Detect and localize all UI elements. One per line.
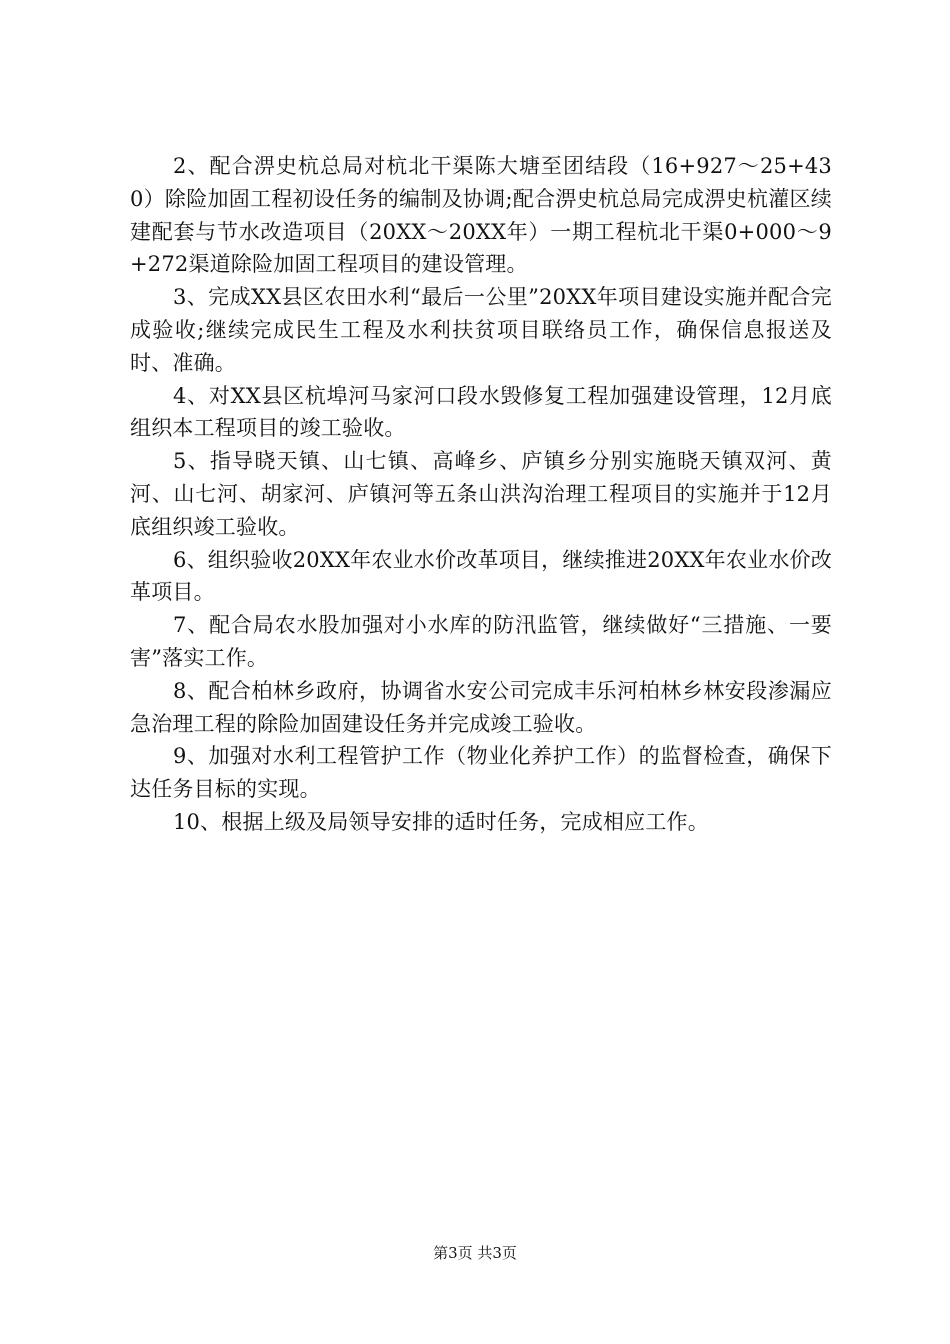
paragraph-item-10: 10、根据上级及局领导安排的适时任务，完成相应工作。 bbox=[173, 809, 709, 834]
paragraph-item-3: 3、完成XX县区农田水利“最后一公里”20XX年项目建设实施并配合完成验收;继续完成民生工程及水利扶贫项目联络员工作，确保信息报送及时、准确。 bbox=[130, 285, 832, 375]
paragraph-item-7: 7、配合局农水股加强对小水库的防汛监管，继续做好“三措施、一要害”落实工作。 bbox=[130, 613, 832, 670]
page-footer bbox=[0, 1243, 950, 1263]
page-number-label: 第3页 共3页 bbox=[433, 1244, 517, 1262]
paragraph-item-9: 9、加强对水利工程管护工作（物业化养护工作）的监督检查，确保下达任务目标的实现。 bbox=[130, 744, 832, 802]
paragraph-item-2: 2、配合淠史杭总局对杭北干渠陈大塘至团结段（16+927～25+430）除险加固工程初设任务的编制及协调;配合淠史杭总局完成淠史杭灌区续建配套与节水改造项目（20XX～20XX年）一期工程杭北干渠0+000～9+272渠道除险加固工程项目的建设管理。 bbox=[130, 154, 832, 277]
paragraph-item-8: 8、配合柏林乡政府，协调省水安公司完成丰乐河柏林乡林安段渗漏应急治理工程的除险加固建设任务并完成竣工验收。 bbox=[130, 678, 832, 736]
paragraph-item-5: 5、指导晓天镇、山七镇、高峰乡、庐镇乡分别实施晓天镇双河、黄河、山七河、胡家河、庐镇河等五条山洪沟治理工程项目的实施并于12月底组织竣工验收。 bbox=[130, 449, 832, 539]
paragraph-item-6: 6、组织验收20XX年农业水价改革项目，继续推进20XX年农业水价改革项目。 bbox=[130, 547, 832, 605]
paragraph-item-4: 4、对XX县区杭埠河马家河口段水毁修复工程加强建设管理，12月底组织本工程项目的竣工验收。 bbox=[130, 383, 832, 441]
document-body bbox=[130, 150, 832, 839]
